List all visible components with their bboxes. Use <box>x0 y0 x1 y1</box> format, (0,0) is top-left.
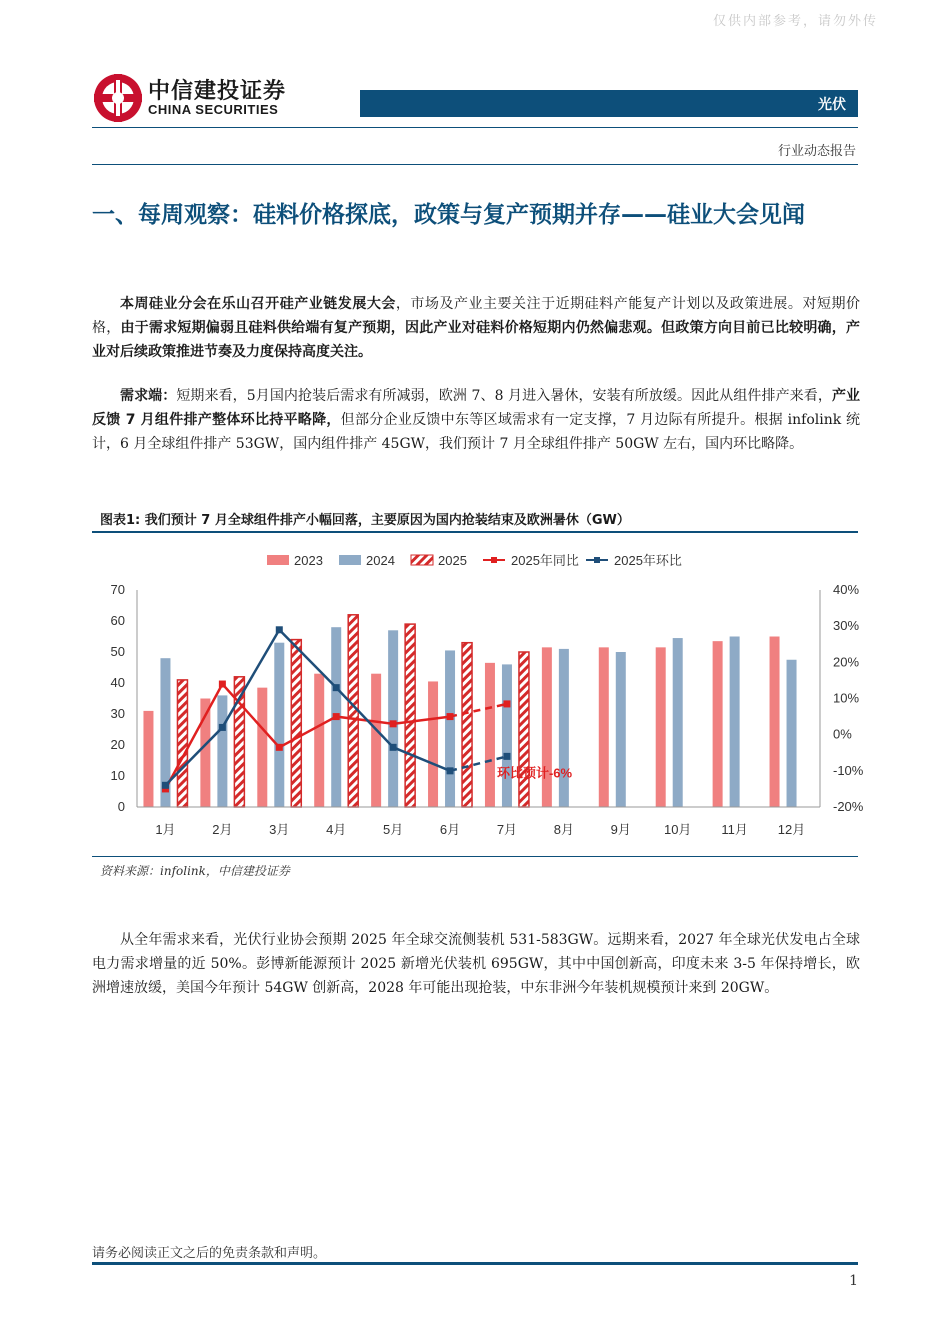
y-tick-label: 0 <box>117 799 125 814</box>
para2-text-2: 但部分企业反馈中东等区域需求有一定支撑，7 月边际有所提升。根据 infolink 统计，6 月全球组件排产 53GW，国内组件排产 45GW，我们预计 7 月全球组件排产 50GW 左右，国内环比略降。 <box>92 412 860 452</box>
x-tick-label: 4月 <box>326 822 347 837</box>
legend-swatch-marker <box>491 557 497 563</box>
bar-2023 <box>542 647 552 807</box>
legend-item-2025 <box>411 553 467 568</box>
bar-2023 <box>713 641 723 807</box>
bar-2023 <box>770 637 780 808</box>
logo-text-en: CHINA SECURITIES <box>148 102 279 117</box>
section-heading: 一、每周观察：硅料价格探底，政策与复产预期并存——硅业大会见闻 <box>92 202 805 228</box>
figure-bottom-rule <box>92 856 858 857</box>
point-2025年环比 <box>447 767 454 774</box>
bar-2025 <box>291 640 301 807</box>
figure-top-rule <box>92 531 858 533</box>
x-tick-label: 9月 <box>610 822 631 837</box>
header-divider <box>92 127 858 128</box>
y2-tick-label: 20% <box>833 654 860 670</box>
bar-2024 <box>730 637 740 808</box>
paragraph-2 <box>92 384 860 456</box>
x-tick-label: 3月 <box>269 822 290 837</box>
point-2025年同比 <box>219 681 226 688</box>
para2-bold-2: 产业反馈 7 月组件排产整体环比持平略降， <box>92 388 861 428</box>
y2-tick-label: 10% <box>833 690 860 706</box>
point-2025年环比 <box>219 724 226 731</box>
legend-label: 2023 <box>294 553 323 568</box>
x-tick-label: 7月 <box>496 822 518 837</box>
legend-item-2023 <box>267 553 323 568</box>
point-2025年同比 <box>503 700 510 707</box>
y2-tick-label: 0% <box>833 726 852 742</box>
y2-tick-label: 30% <box>833 618 860 634</box>
legend-label: 2025年环比 <box>614 553 682 568</box>
x-tick-label: 12月 <box>777 822 806 837</box>
bar-2023 <box>257 688 267 807</box>
legend-swatch-bar <box>267 555 289 565</box>
production-chart <box>92 540 864 852</box>
bar-2024 <box>388 630 398 807</box>
chart-annotation: 环比预计-6% <box>496 765 573 781</box>
point-2025年环比 <box>503 753 510 760</box>
figure-title: 图表1: 我们预计 7 月全球组件排产小幅回落，主要原因为国内抢装结束及欧洲暑休（GW） <box>100 513 630 528</box>
x-tick-label: 5月 <box>383 822 404 837</box>
point-2025年同比 <box>390 720 397 727</box>
bar-2025 <box>462 643 472 807</box>
bar-2023 <box>656 647 666 807</box>
bar-2024 <box>445 650 455 807</box>
x-tick-label: 1月 <box>155 822 176 837</box>
y2-tick-label: -10% <box>833 762 864 778</box>
bar-2023 <box>143 711 153 807</box>
y-tick-label: 70 <box>110 582 125 597</box>
para1-bold-2: 由于需求短期偏弱且硅料供给端有复产预期，因此产业对硅料价格短期内仍然偏悲观。但政策方向目前已比较明确，产业对后续政策推进节奏及力度保持高度关注。 <box>92 320 860 360</box>
y-tick-label: 60 <box>110 613 125 628</box>
legend-label: 2025年同比 <box>511 553 579 568</box>
point-2025年环比 <box>276 626 283 633</box>
y-tick-label: 30 <box>110 706 125 721</box>
bar-2024 <box>217 695 227 807</box>
bar-2023 <box>485 663 495 807</box>
x-tick-label: 8月 <box>553 822 574 837</box>
point-2025年环比 <box>333 684 340 691</box>
section-bar <box>360 90 858 117</box>
legend-item-2024 <box>339 553 395 568</box>
bar-2024 <box>502 664 512 807</box>
bar-2024 <box>673 638 683 807</box>
legend-item-2025年同比 <box>483 553 579 568</box>
bar-2024 <box>787 660 797 807</box>
para2-text-1: 短期来看，5月国内抢装后需求有所减弱，欧洲 7、8 月进入暑休，安装有所放缓。因此从组件排产来看， <box>176 388 832 404</box>
point-2025年环比 <box>162 782 169 789</box>
y-tick-label: 40 <box>110 675 125 690</box>
legend-label: 2024 <box>366 553 395 568</box>
point-2025年同比 <box>333 713 340 720</box>
bar-2025 <box>177 680 187 807</box>
figure-source: 资料来源：infolink，中信建投证券 <box>100 864 290 878</box>
bar-2024 <box>274 643 284 807</box>
para2-bold-1: 需求端： <box>120 388 177 404</box>
bar-2024 <box>559 649 569 807</box>
point-2025年同比 <box>447 713 454 720</box>
bar-2024 <box>616 652 626 807</box>
bar-2025 <box>519 652 529 807</box>
legend-swatch-bar <box>339 555 361 565</box>
y2-tick-label: 40% <box>833 582 860 597</box>
bar-2023 <box>371 674 381 807</box>
bar-2025 <box>405 624 415 807</box>
y-tick-label: 20 <box>110 737 125 752</box>
y-tick-label: 10 <box>110 768 125 783</box>
x-tick-label: 2月 <box>212 822 233 837</box>
disclaimer: 请务必阅读正文之后的免责条款和声明。 <box>92 1246 327 1261</box>
y-tick-label: 50 <box>110 644 125 659</box>
header-divider-2 <box>92 164 858 165</box>
paragraph-3: 从全年需求来看，光伏行业协会预期 2025 年全球交流侧装机 531-583GW。远期来看，2027 年全球光伏发电占全球电力需求增量的近 50%。彭博新能源预计 2025 新增光伏装机 695GW，其中中国创新高，印度未来 3-5 年保持增长，欧洲增速放缓，美国今年预计 54GW 创新高，2028 年可能出现抢装，中东非洲今年装机规模预计来到 20GW。 <box>92 932 860 996</box>
paragraph-1 <box>92 292 860 364</box>
report-type: 行业动态报告 <box>777 144 856 159</box>
x-tick-label: 11月 <box>721 822 748 837</box>
section-label: 光伏 <box>818 97 846 113</box>
legend-swatch-bar <box>411 555 433 565</box>
x-tick-label: 10月 <box>663 822 692 837</box>
x-tick-label: 6月 <box>439 822 461 837</box>
y2-tick-label: -20% <box>833 799 864 814</box>
company-logo-icon <box>92 72 144 124</box>
point-2025年环比 <box>390 744 397 751</box>
point-2025年同比 <box>276 744 283 751</box>
para1-text-1: ，市场及产业主要关注于近期硅料产能复产计划以及政策进展。对短期价格， <box>92 296 861 336</box>
bar-2023 <box>314 674 324 807</box>
para1-bold-1: 本周硅业分会在乐山召开硅产业链发展大会 <box>120 296 396 312</box>
line-projected-2025年同比 <box>450 704 507 717</box>
legend-item-2025年环比 <box>586 553 682 568</box>
legend-label: 2025 <box>438 553 467 568</box>
footer-rule <box>92 1262 858 1265</box>
bar-2023 <box>428 681 438 807</box>
bar-2023 <box>599 647 609 807</box>
watermark: 仅供内部参考，请勿外传 <box>712 14 878 29</box>
page-number: 1 <box>849 1273 858 1289</box>
legend-swatch-marker <box>594 557 600 563</box>
logo-text-cn: 中信建投证券 <box>148 79 287 104</box>
